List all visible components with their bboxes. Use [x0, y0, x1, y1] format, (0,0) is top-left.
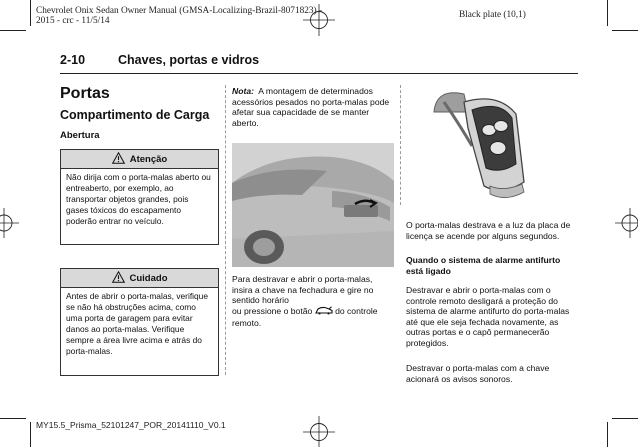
- note-label: Nota:: [232, 86, 254, 96]
- unlock-result-text: O porta-malas destrava e a luz da placa de licença se acende por alguns segundos.: [406, 220, 571, 241]
- caution-title: Cuidado: [129, 272, 168, 284]
- warning-title: Atenção: [129, 153, 168, 165]
- header-line-2: 2015 - crc - 11/5/14: [36, 16, 110, 26]
- trunk-release-icon: [315, 306, 333, 318]
- remote-text-b: do controle remoto.: [232, 306, 378, 328]
- sub-subsection-title: Abertura: [60, 130, 100, 141]
- registration-mark-icon: [302, 415, 336, 447]
- registration-mark-icon: [0, 207, 20, 239]
- crop-mark: [30, 422, 31, 447]
- caution-box-header: [61, 269, 218, 288]
- crop-mark: [0, 30, 26, 31]
- crop-mark: [0, 418, 26, 419]
- subsection-title: Compartimento de Carga: [60, 108, 210, 122]
- crop-mark: [607, 0, 608, 26]
- page-number: 2-10: [60, 53, 86, 67]
- crop-mark: [607, 422, 608, 447]
- key-alarm-text: Destravar o porta-malas com a chave acionará os avisos sonoros.: [406, 363, 550, 384]
- warning-box-header: [61, 150, 218, 169]
- remote-instructions: [232, 306, 392, 328]
- note-paragraph: [232, 86, 392, 128]
- warning-triangle-icon: [112, 152, 125, 167]
- header-plate: Black plate (10,1): [459, 10, 526, 20]
- page-chapter-title: Chaves, portas e vidros: [118, 53, 260, 67]
- note-text: A montagem de determinados acessórios pesados no porta-malas pode afetar sua capacidade de se manter aberto.: [232, 86, 390, 128]
- column-divider: [225, 85, 227, 375]
- crop-mark: [30, 0, 31, 26]
- crop-mark: [612, 30, 638, 31]
- remote-key-illustration: [406, 82, 578, 210]
- warning-box: [60, 149, 219, 245]
- unlock-instructions: Para destravar e abrir o porta-malas, insira a chave na fechadura e gire no sentido horário: [232, 274, 374, 306]
- header-line-1: Chevrolet Onix Sedan Owner Manual (GMSA-Localizing-Brazil-8071823) -: [36, 6, 323, 16]
- crop-mark: [612, 418, 638, 419]
- footer-code: MY15.5_Prisma_52101247_POR_20141110_V0.1: [36, 420, 226, 430]
- car-trunk-illustration: [232, 143, 394, 267]
- heading-rule: [60, 73, 578, 74]
- warning-triangle-icon: [112, 271, 125, 286]
- alarm-text: Destravar e abrir o porta-malas com o controle remoto desligará a proteção do sistema de alarme antifurto do porta-malas até que ele seja fechada novamente, as outras portas e o capô permanecerão protegidos.: [406, 285, 570, 348]
- column-divider: [400, 85, 402, 205]
- section-title: Portas: [60, 85, 110, 102]
- warning-text: Não dirija com o porta-malas aberto ou entreaberto, por exemplo, ao transportar objetos grandes, pois gases tóxicos do escapamento poderão entrar no veículo.: [66, 172, 211, 226]
- registration-mark-icon: [302, 3, 336, 37]
- remote-text-a: ou pressione o botão: [232, 306, 313, 317]
- caution-text: Antes de abrir o porta-malas, verifique se não há obstruções acima, como uma porta de garagem para evitar danos ao porta-malas. Verifique sempre a área livre acima e atrás do porta-malas.: [66, 291, 208, 356]
- caution-box: [60, 268, 219, 376]
- registration-mark-icon: [614, 207, 638, 239]
- alarm-subheading: Quando o sistema de alarme antifurto está ligado: [406, 255, 561, 276]
